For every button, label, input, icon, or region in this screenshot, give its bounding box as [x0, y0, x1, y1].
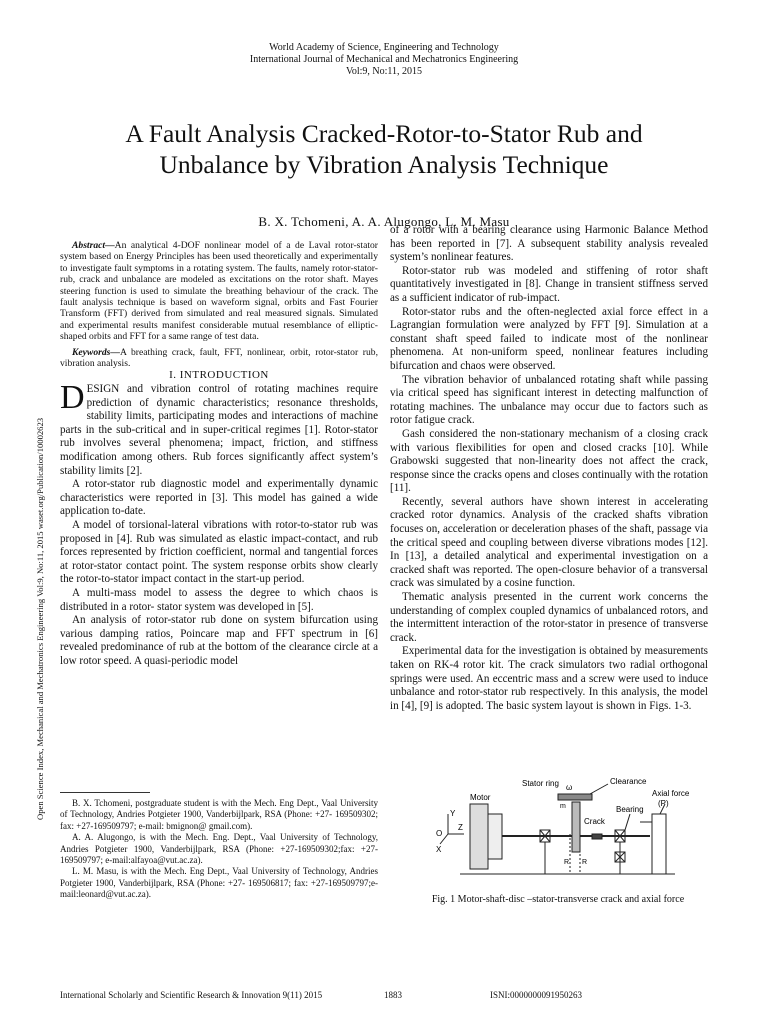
label-y: Y — [450, 809, 456, 818]
label-z: Z — [458, 823, 463, 832]
abstract-dash: — — [105, 240, 115, 251]
intro-paragraph-2: A rotor-stator rub diagnostic model and experimentally dynamic characteristics were reported in [3]. This model has gained a wide application to-date. — [60, 478, 378, 518]
label-o: O — [436, 829, 443, 838]
side-citation-text: Open Science Index, Mechanical and Mechatronics Engineering Vol:9, No:11, 2015 waset.org/Publication/10002623 — [35, 417, 45, 820]
keywords-label: Keywords — [72, 346, 111, 358]
label-r1: R — [564, 859, 570, 866]
intro-paragraph-5: An analysis of rotor-stator rub done on system bifurcation using various damping ratios, Poincare map and FFT spectrum in [6] revealed predominance of rub at the bottom of the clearance circle at a low rotor speed. A quasi-periodic model — [60, 614, 378, 667]
motor-block — [470, 804, 488, 869]
intro-paragraph-4: A multi-mass model to assess the degree to which chaos is distributed in a rotor- stator system was developed in [5]. — [60, 586, 378, 613]
journal-volume: Vol:9, No:11, 2015 — [345, 66, 423, 77]
label-x: X — [436, 845, 442, 854]
paper-authors: B. X. Tchomeni, A. A. Alugongo, L. M. Masu — [258, 214, 510, 229]
journal-subtitle: International Journal of Mechanical and Mechatronics Engineering — [249, 54, 519, 65]
figure-1-diagram — [430, 774, 710, 890]
abstract — [60, 240, 378, 343]
section-heading-introduction: I. INTRODUCTION — [169, 369, 269, 382]
label-clearance: Clearance — [610, 777, 647, 786]
crack-marker — [592, 834, 602, 839]
right-paragraph-0: of a rotor with a bearing clearance using Harmonic Balance Method has been reported in [7]. A subsequent stability analysis revealed system’s nonlinear features. — [390, 224, 708, 264]
right-paragraph-3: The vibration behavior of unbalanced rotating shaft while passing via critical speed has significant interest in detecting malfunction of rotating machines. The unbalance may occur due to factors such as rotor fatigue crack. — [390, 373, 708, 427]
disc — [572, 802, 580, 852]
paper-title-line-1: A Fault Analysis Cracked-Rotor-to-Stator Rub and — [125, 119, 643, 148]
right-paragraph-5: Recently, several authors have shown interest in accelerating cracked rotor dynamics. Analysis of the cracked shafts vibration focuses on, acceleration or deceleration phases of the shaft, passage via the critical speed and coupling between diverse vibrations modes [12]. In [13], a detailed analytical and experimental investigation on a cracked shaft was reported. The open-closure behavior of a transversal crack was simulated by a cosine function. — [390, 495, 708, 590]
right-paragraph-4: Gash considered the non-stationary mechanism of a closing crack with various flexibilities for open and closed cracks [10]. While Grabowski suggested that non-linearity does not affect the crack, response since the cracks opens and closes continually with the rotation [11]. — [390, 427, 708, 495]
footer-isni: ISNI:0000000091950263 — [490, 990, 582, 1000]
left-column — [60, 240, 378, 669]
intro-paragraph-1-text: ESIGN and vibration control of rotating machines require prediction of dynamic characteristics; resonance thresholds, stability limits, participating modes and interactions of machine parts in the sub-critical and in super-critical regimes [1]. Rotor-stator rub involves several phenomena; impact, friction, and stiffness modification among others. Rub forces significantly affect system’s stability limits [2]. — [60, 383, 378, 477]
label-p: (P) — [658, 799, 669, 808]
side-citation — [27, 310, 47, 830]
label-m: m — [560, 803, 566, 810]
label-crack: Crack — [584, 817, 605, 826]
right-support — [652, 814, 666, 874]
keywords-text: A breathing crack, fault, FFT, nonlinear, orbit, rotor-stator rub, vibration analysis. — [60, 346, 378, 370]
right-paragraph-7: Experimental data for the investigation is obtained by measurements taken on RK-4 rotor kit. The crack simulators two radial orthogonal springs were used. An eccentric mass and a screw were used to induce unbalance and rotor-stator rub respectively. In this analysis, the model in [4], [9] is adopted. The basic system layout is shown in Figs. 1-3. — [390, 645, 708, 712]
intro-paragraph-3: A model of torsional-lateral vibrations with rotor-to-stator rub was proposed in [4]. Rub was simulated as elastic impact-contact, and rub forces represented by friction coefficient, normal and tangential forces at rotor-stator contact point. The system response orbits show clearly the rotor-to-stator impact contact in the start-up period. — [60, 519, 378, 586]
journal-name: World Academy of Science, Engineering and Technology — [269, 42, 499, 53]
footnotes — [60, 798, 378, 901]
right-paragraph-1: Rotor-stator rub was modeled and stiffening of rotor shaft quantitatively investigated in [8]. Change in transient stiffness served as a sufficient indicator of rub-impact. — [390, 264, 708, 304]
right-paragraph-2: Rotor-stator rubs and the often-neglected axial force effect in a Lagrangian formulation were analyzed by FFT [9]. Simulation at a constant shaft speed failed to indicate most of the nonlinear phenomena. At non-uniform speed, nonlinear features including bifurcation and chaos were observed. — [390, 305, 708, 372]
stator-ring — [558, 794, 592, 800]
footnote-3: L. M. Masu, is with the Mech. Eng Dept., Vaal University of Technology, Andries Potgieter 1900, Vanderbijlpark, RSA (Phone: +27- 169506817; fax: +27-169509797;e-mail:leonard@vut.ac.za). — [60, 866, 378, 900]
motor-flange — [488, 814, 502, 859]
paper-title-line-2: Unbalance by Vibration Analysis Technique — [159, 150, 609, 179]
keywords-dash: — — [110, 346, 120, 358]
footnote-1: B. X. Tchomeni, postgraduate student is with the Mech. Eng Dept., Vaal University of Technology, Andries Potgieter 1900, Vanderbijlpark, RSA (Phone: +27- 169509302; fax: +27-169509797; e-mail: bmignon@ gmail.com). — [60, 798, 378, 831]
figure-1-caption: Fig. 1 Motor-shaft-disc –stator-transverse crack and axial force — [431, 894, 685, 905]
label-r2: R — [582, 859, 588, 866]
label-bearing: Bearing — [616, 805, 644, 814]
dropcap: D — [60, 379, 85, 417]
footnote-2: A. A. Alugongo, is with the Mech. Eng. Dept., Vaal University of Technology, Andries Potgieter 1900, Vanderbijlpark, RSA (Phone: +27-169509302;fax: +27-169509797; e-mail:alfayoa@vut.ac.za). — [60, 832, 378, 866]
abstract-text: An analytical 4-DOF nonlinear model of a de Laval rotor-stator system based on Energy Principles has been used theoretically and experimentally to investigate fault symptoms in a rotating system. The faults, namely rotor-stator-rub, crack and unbalance are modeled as excitations on the rotor shaft. Mayes steering function is used to simulate the breathing behaviour of the crack. The fault analysis technique is based on waveform signal, orbits and Fast Fourier Transform (FFT) derived from simulated and real measured signals. Simulated and experimental results manifest considerable mutual resemblance of elliptic-shaped orbits and FFT for a same range of test data. — [60, 240, 378, 343]
label-motor: Motor — [470, 793, 491, 802]
page-number: 1883 — [384, 990, 402, 1000]
abstract-label: Abstract — [72, 240, 106, 251]
label-axial-force: Axial force — [652, 789, 690, 798]
footer-publisher: International Scholarly and Scientific Research & Innovation 9(11) 2015 — [60, 990, 323, 1000]
intro-paragraph-1 — [60, 379, 378, 478]
right-column — [390, 224, 708, 713]
right-paragraph-6: Thematic analysis presented in the current work concerns the understanding of complex coupled dynamics of unbalanced rotors, and the intermittent interaction of the rotor-stator in presence of transverse crack. — [390, 591, 708, 644]
label-omega: ω — [566, 783, 573, 792]
label-stator-ring: Stator ring — [522, 779, 559, 788]
keywords — [60, 347, 378, 370]
footnote-separator — [60, 792, 150, 793]
